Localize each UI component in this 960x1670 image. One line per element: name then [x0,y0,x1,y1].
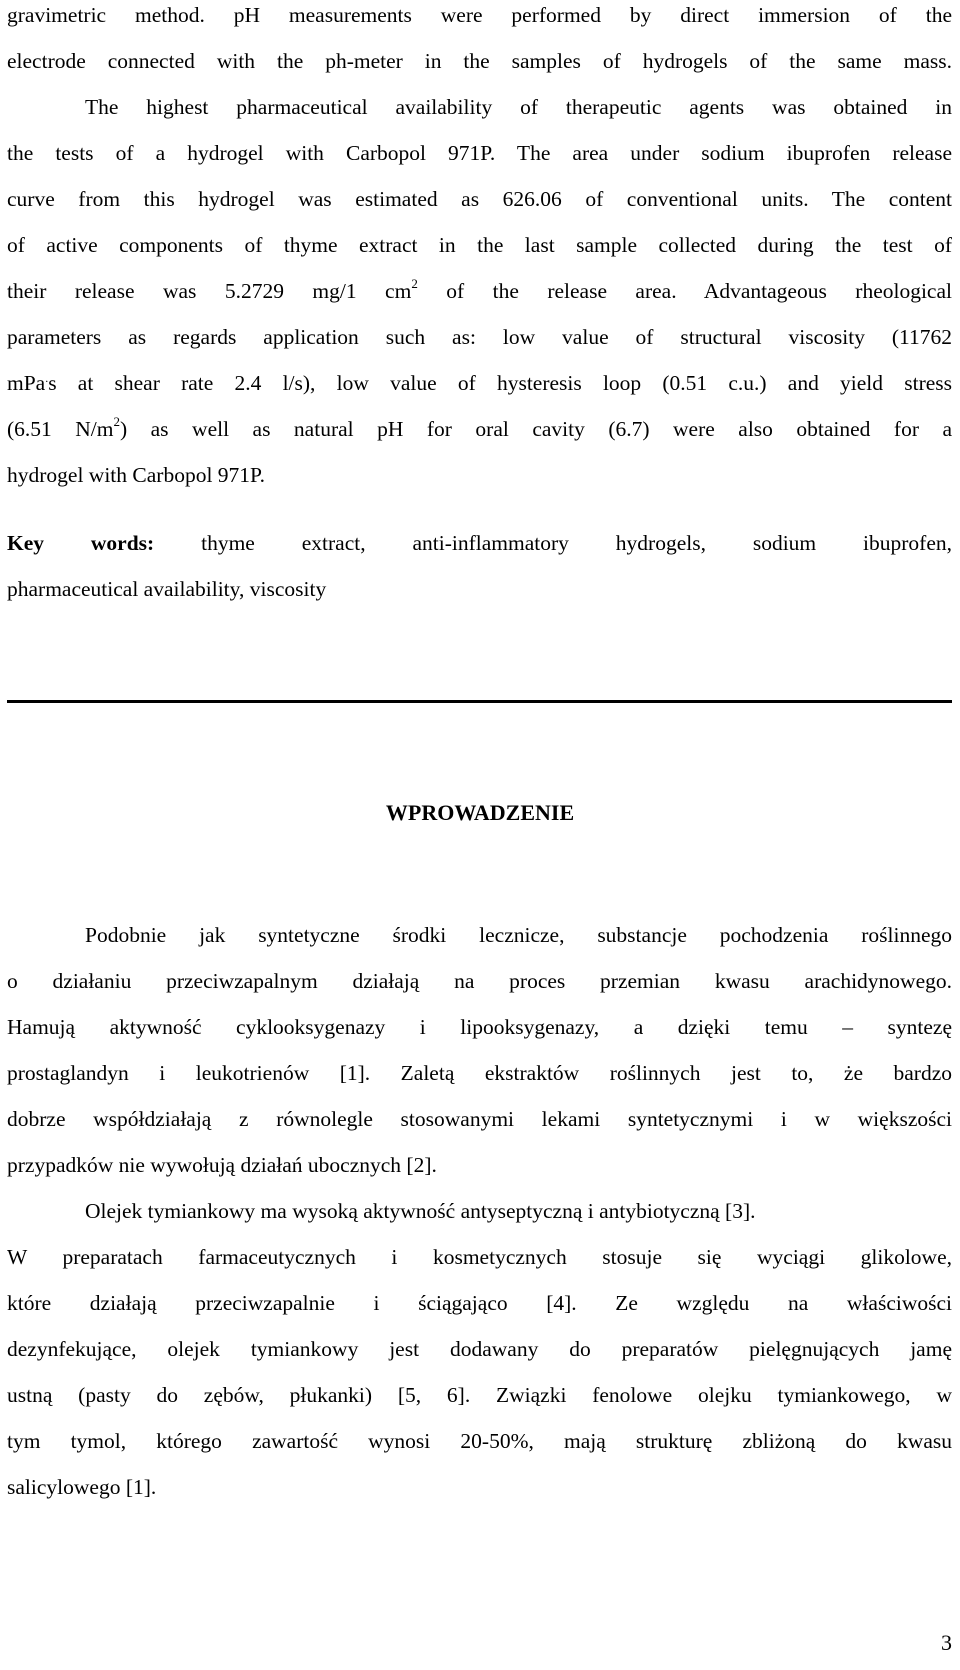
multiplication-dot: . [45,370,49,385]
paragraph-line: przypadków nie wywołują działań ubocznych [2]. [7,1153,437,1177]
abstract-text: ) as well as natural pH for oral cavity (6.7) were also obtained for a [120,417,952,441]
paragraph-line: które działają przeciwzapalnie i ściągająco [4]. Ze względu na właściwości [7,1291,952,1315]
abstract-block [7,0,952,506]
abstract-text: their release was 5.2729 mg/1 cm [7,279,412,303]
abstract-line: The highest pharmaceutical availability of therapeutic agents was obtained in [85,95,952,119]
page-number: 3 [941,1630,952,1655]
keywords-block [7,528,952,620]
keywords-label: Key words: [7,531,155,555]
paragraph-line: tym tymol, którego zawartość wynosi 20-50%, mają strukturę zbliżoną do kwasu [7,1429,952,1453]
section-heading: WPROWADZENIE [385,800,575,825]
abstract-line [7,414,952,460]
horizontal-rule [7,700,952,703]
paragraph-line: prostaglandyn i leukotrienów [1]. Zaletą ekstraktów roślinnych jest to, że bardzo [7,1061,952,1085]
abstract-text: of the release area. Advantageous rheological [417,279,952,303]
keywords-line: pharmaceutical availability, viscosity [7,577,327,601]
keywords-text: thyme extract, anti-inflammatory hydrogels, sodium ibuprofen, [154,531,952,555]
superscript: 2 [411,276,418,291]
abstract-text: mPa [7,371,46,395]
abstract-line: hydrogel with Carbopol 971P. [7,463,265,487]
paragraph-line: Olejek tymiankowy ma wysoką aktywność antyseptyczną i antybiotyczną [3]. [85,1199,756,1223]
abstract-line: the tests of a hydrogel with Carbopol 971P. The area under sodium ibuprofen release [7,141,952,165]
paragraph-line: ustną (pasty do zębów, płukanki) [5, 6]. Związki fenolowe olejku tymiankowego, w [7,1383,952,1407]
abstract-line: curve from this hydrogel was estimated as 626.06 of conventional units. The content [7,187,952,211]
paragraph-line: o działaniu przeciwzapalnym działają na proces przemian kwasu arachidynowego. [7,969,952,993]
paragraph-line: salicylowego [1]. [7,1475,157,1499]
paragraph-line: W preparatach farmaceutycznych i kosmetycznych stosuje się wyciągi glikolowe, [7,1245,952,1269]
abstract-text: s at shear rate 2.4 l/s), low value of hysteresis loop (0.51 c.u.) and yield stress [48,371,952,395]
abstract-line: of active components of thyme extract in the last sample collected during the test of [7,233,952,257]
paragraph-line: dobrze współdziałają z równolegle stosowanymi lekami syntetycznymi i w większości [7,1107,952,1131]
superscript: 2 [113,414,120,429]
abstract-line: parameters as regards application such as: low value of structural viscosity (11762 [7,325,952,349]
abstract-text: (6.51 N/m [7,417,114,441]
paragraph-line: Podobnie jak syntetyczne środki lecznicze, substancje pochodzenia roślinnego [85,923,952,947]
abstract-line [7,368,952,414]
abstract-line: electrode connected with the ph-meter in the samples of hydrogels of the same mass. [7,49,952,73]
paragraph-line: dezynfekujące, olejek tymiankowy jest dodawany do preparatów pielęgnujących jamę [7,1337,952,1361]
keywords-line [7,528,952,574]
abstract-line [7,276,952,322]
paragraph-line: Hamują aktywność cyklooksygenazy i lipooksygenazy, a dzięki temu – syntezę [7,1015,952,1039]
abstract-line: gravimetric method. pH measurements were performed by direct immersion of the [7,3,952,27]
paragraph-1 [7,920,952,1518]
